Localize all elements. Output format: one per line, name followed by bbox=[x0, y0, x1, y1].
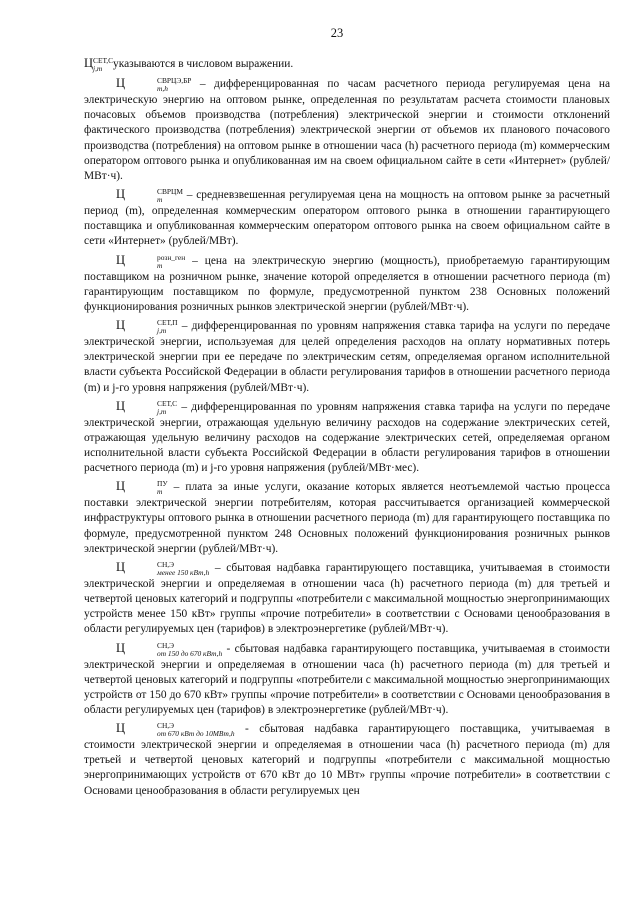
symbol-subscript: j,m bbox=[157, 326, 167, 336]
symbol-indices bbox=[93, 57, 113, 73]
symbol-superscript: СН,Э bbox=[157, 640, 175, 650]
definition-paragraph bbox=[84, 399, 610, 477]
formula-symbol bbox=[116, 318, 178, 336]
symbol-base: Ц bbox=[116, 721, 126, 736]
definition-paragraph bbox=[84, 56, 610, 73]
symbol-base: Ц bbox=[116, 559, 126, 574]
symbol-superscript: СВРЦМ bbox=[157, 187, 183, 197]
symbol-base: Ц bbox=[84, 56, 94, 71]
formula-symbol bbox=[116, 398, 178, 416]
symbol-indices bbox=[125, 319, 177, 335]
symbol-superscript: СЕТ,С bbox=[93, 56, 114, 66]
definition-text: - сбытовая надбавка гарантирующего поставщика, учитываемая в стоимости электрической энергии и определяемая в отношении часа (h) расчетного периода (m) для третьей и четвертой ценовых категорий и подгруппы «потребители с максимальной мощностью энергопринимающих устройств от 670 кВт до 10 МВт» группы «прочие потребители» в соответствии с Основами ценообразования в области регулируемых цен bbox=[84, 723, 610, 797]
symbol-base: Ц bbox=[116, 187, 126, 202]
definition-text: - сбытовая надбавка гарантирующего поставщика, учитываемая в стоимости электрической энергии и определяемая в отношении часа (h) расчетного периода (m) для третьей и четвертой ценовых категорий и подгруппы «потребители с максимальной мощностью энергопринимающих устройств от 150 до 670 кВт» группы «прочие потребители» в соответствии с Основами ценообразования в области регулируемых цен (тарифов) в электроэнергетике (рублей/МВт·ч). bbox=[84, 642, 610, 716]
symbol-indices bbox=[125, 188, 183, 204]
symbol-base: Ц bbox=[116, 479, 126, 494]
symbol-subscript: m bbox=[157, 260, 163, 270]
document-body bbox=[84, 56, 610, 799]
symbol-subscript: j,m bbox=[93, 64, 103, 74]
formula-symbol bbox=[116, 559, 210, 577]
symbol-superscript: СН,Э bbox=[157, 559, 175, 569]
symbol-subscript: менее 150 кВт,h bbox=[157, 567, 210, 577]
symbol-subscript: m bbox=[157, 195, 163, 205]
definition-text: – плата за иные услуги, оказание которых является неотъемлемой частью процесса поставки электрической энергии потребителям, которая рассчитывается организацией коммерческой инфраструктуры оптового рынка в отношении расчетного периода (m) для гарантирующего поставщика по формуле, предусмотренной пунктом 248 Основных положений функционирования розничных рынков электрической энергии (рублей/МВт·ч). bbox=[84, 481, 610, 555]
definition-text: – сбытовая надбавка гарантирующего поставщика, учитываемая в стоимости электрической энергии и определяемая в отношении часа (h) расчетного периода (m) для третьей и четвертой ценовых категорий и подгруппы «потребители с максимальной мощностью энергопринимающих устройств менее 150 кВт» группы «прочие потребители» в соответствии с Основами ценообразования в области регулируемых цен (тарифов) в электроэнергетике (рублей/МВт·ч). bbox=[84, 561, 610, 636]
definition-text: – средневзвешенная регулируемая цена на мощность на оптовом рынке за расчетный период (m), определенная коммерческим оператором оптового рынка в отношении гарантирующего поставщика и опубликованная коммерческим оператором оптового рынка на своем официальном сайте в сети «Интернет» (рублей/МВт). bbox=[84, 189, 610, 248]
symbol-indices bbox=[125, 254, 185, 270]
symbol-superscript: СН,Э bbox=[157, 721, 175, 731]
definition-paragraph bbox=[84, 479, 610, 557]
definition-paragraph bbox=[84, 76, 610, 184]
formula-symbol bbox=[84, 56, 114, 74]
definition-text: – дифференцированная по уровням напряжения ставка тарифа на услуги по передаче электрической энергии, используемая для целей определения расходов на оплату нормативных потерь электрической энергии при ее передаче по электрическим сетям, определяемая органом исполнительной власти субъекта Российской Федерации в области регулирования тарифов в отношении расчетного периода (m) и j-го уровня напряжения (рублей/МВт·ч). bbox=[84, 320, 610, 394]
symbol-base: Ц bbox=[116, 252, 126, 267]
symbol-subscript: m,h bbox=[157, 84, 168, 94]
symbol-superscript: СВРЦЭ,БР bbox=[157, 76, 192, 86]
symbol-superscript: СЕТ,П bbox=[157, 318, 178, 328]
symbol-subscript: от 150 до 670 кВт,h bbox=[157, 648, 223, 658]
symbol-superscript: СЕТ,С bbox=[157, 398, 178, 408]
formula-symbol bbox=[116, 187, 183, 205]
formula-symbol bbox=[116, 640, 223, 658]
symbol-subscript: j,m bbox=[157, 406, 167, 416]
symbol-indices bbox=[125, 561, 209, 577]
definition-paragraph bbox=[84, 318, 610, 396]
formula-symbol bbox=[116, 721, 235, 739]
definition-text: – дифференцированная по уровням напряжения ставка тарифа на услуги по передаче электрической энергии, отражающая удельную величину расходов на содержание электрических сетей, отражающая удельную величину расходов на содержание электрических сетей, определяемая органом исполнительной власти субъекта Российской Федерации в области регулирования тарифов в отношении расчетного периода (m) и j-го уровня напряжения (рублей/МВт·мес). bbox=[84, 400, 610, 475]
page-number: 23 bbox=[330, 26, 344, 40]
symbol-indices bbox=[125, 480, 168, 496]
formula-symbol bbox=[116, 76, 192, 94]
definition-paragraph bbox=[84, 187, 610, 249]
definition-text: – дифференцированная по часам расчетного периода регулируемая цена на электрическую энергию на оптовом рынке, определенная по результатам расчета стоимости плановых почасовых объемов производства (потребления) электрической энергии и стоимости отклонений фактического производства (потребления) электрической энергии от объемов их планового почасового производства (потребления) на оптовом рынке в отношении часа (h) расчетного периода (m) коммерческим оператором оптового рынка и опубликованная им на своем официальном сайте в сети «Интернет» (рублей/МВт·ч). bbox=[84, 78, 610, 182]
symbol-base: Ц bbox=[116, 398, 126, 413]
symbol-superscript: розн_ген bbox=[157, 252, 186, 262]
definition-text: указываются в числовом выражении. bbox=[113, 58, 294, 71]
symbol-indices bbox=[125, 77, 191, 93]
formula-symbol bbox=[116, 479, 168, 497]
symbol-indices bbox=[125, 722, 235, 738]
definition-paragraph bbox=[84, 253, 610, 315]
symbol-base: Ц bbox=[116, 640, 126, 655]
symbol-superscript: ПУ bbox=[157, 479, 168, 489]
formula-symbol bbox=[116, 252, 186, 270]
definition-paragraph bbox=[84, 560, 610, 638]
definition-paragraph bbox=[84, 721, 610, 799]
symbol-subscript: от 670 кВт до 10МВт,h bbox=[157, 729, 235, 739]
symbol-indices bbox=[125, 400, 177, 416]
definition-paragraph bbox=[84, 641, 610, 719]
symbol-base: Ц bbox=[116, 318, 126, 333]
symbol-base: Ц bbox=[116, 76, 126, 91]
symbol-subscript: m bbox=[157, 487, 163, 497]
symbol-indices bbox=[125, 642, 222, 658]
definition-text: – цена на электрическую энергию (мощность), приобретаемую гарантирующим поставщиком на розничном рынке, значение которой определяется в отношении расчетного периода (m) гарантирующим поставщиком по формуле, предусмотренной пунктом 238 Основных положений функционирования розничных рынков электрической энергии (рублей/МВт·ч). bbox=[84, 254, 610, 313]
